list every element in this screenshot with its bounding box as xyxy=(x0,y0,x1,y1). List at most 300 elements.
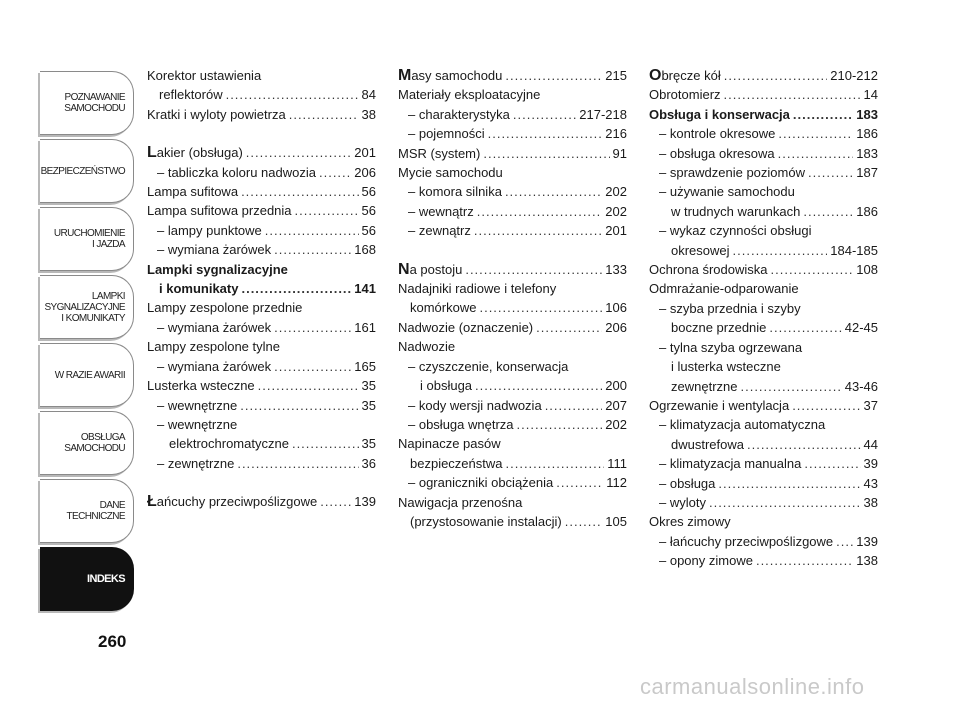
entry-text: reflektorów xyxy=(159,87,223,103)
dot-leader xyxy=(792,396,860,415)
index-column-2 xyxy=(398,66,627,531)
entry-text: dwustrefowa xyxy=(671,436,744,452)
index-entry[interactable] xyxy=(398,66,627,85)
entry-line xyxy=(398,66,627,85)
entry-line xyxy=(157,318,376,337)
tab-bezpieczenstwo[interactable]: BEZPIECZEŃSTWO xyxy=(40,139,134,203)
entry-text: – wyloty xyxy=(659,494,706,510)
entry-text: zewnętrzne xyxy=(671,378,738,394)
entry-text: – komora silnika xyxy=(408,184,502,200)
entry-line xyxy=(157,396,376,415)
initial-letter: N xyxy=(398,260,410,278)
initial-letter: M xyxy=(398,67,412,84)
entry-text: Materiały eksploatacyjne xyxy=(398,87,541,103)
entry-text: Odmrażanie-odparowanie xyxy=(649,281,799,297)
entry-line xyxy=(659,493,878,512)
dot-leader xyxy=(479,298,602,317)
index-subentry[interactable] xyxy=(147,396,376,415)
entry-page: 43 xyxy=(863,475,878,491)
letter-gap xyxy=(398,241,627,260)
entry-text: komórkowe xyxy=(410,300,477,316)
entry-line xyxy=(398,260,627,279)
entry-text: – łańcuchy przeciwpoślizgowe xyxy=(659,533,834,549)
entry-line xyxy=(659,474,878,493)
entry-text: bręcze kół xyxy=(661,68,721,83)
index-entry[interactable] xyxy=(147,492,376,511)
entry-text: MSR (system) xyxy=(398,145,481,161)
tab-dane-techniczne[interactable]: DANE TECHNICZNE xyxy=(40,479,134,543)
index-subentry[interactable] xyxy=(649,182,878,221)
entry-line xyxy=(659,377,878,396)
entry-text: – wymiana żarówek xyxy=(157,242,272,258)
dot-leader xyxy=(465,260,602,279)
entry-line xyxy=(408,221,627,240)
entry-line xyxy=(408,124,627,143)
entry-text: – wewnątrz xyxy=(408,203,474,219)
entry-text: – kontrole okresowe xyxy=(659,126,776,142)
initial-letter: O xyxy=(649,67,662,84)
entry-page: 38 xyxy=(863,494,878,510)
entry-page: 139 xyxy=(354,494,376,510)
entry-line xyxy=(659,202,878,221)
entry-line xyxy=(398,279,627,298)
entry-text: – obsługa wnętrza xyxy=(408,416,514,432)
index-entry[interactable] xyxy=(147,143,376,162)
index-subentry[interactable] xyxy=(649,144,878,163)
entry-text: Obrotomierz xyxy=(649,87,721,103)
entry-text: Nadajniki radiowe i telefony xyxy=(398,281,557,297)
index-entry[interactable] xyxy=(649,105,878,124)
index-subentry[interactable] xyxy=(398,105,627,124)
entry-text: – obsługa okresowa xyxy=(659,145,775,161)
dot-leader xyxy=(292,434,359,453)
entry-page: 206 xyxy=(605,319,627,335)
dot-leader xyxy=(274,357,351,376)
entry-text: Kratki i wyloty powietrza xyxy=(147,106,286,122)
entry-page: 183 xyxy=(856,106,878,122)
entry-page: 105 xyxy=(605,513,627,529)
entry-text: Korektor ustawienia xyxy=(147,68,262,83)
entry-text: i obsługa xyxy=(420,378,473,394)
index-subentry[interactable] xyxy=(649,124,878,143)
index-entry[interactable] xyxy=(649,85,878,104)
entry-page: 36 xyxy=(361,455,376,471)
entry-page: 207 xyxy=(605,397,627,413)
entry-line xyxy=(398,512,627,531)
entry-text: bezpieczeństwa xyxy=(410,455,503,471)
entry-text: Ogrzewanie i wentylacja xyxy=(649,397,790,413)
entry-line xyxy=(649,396,878,415)
entry-page: 187 xyxy=(856,165,878,181)
chapter-tabs xyxy=(40,71,134,615)
index-subentry[interactable] xyxy=(649,163,878,182)
index-entry[interactable] xyxy=(147,201,376,220)
entry-line xyxy=(398,85,627,104)
entry-line xyxy=(147,182,376,201)
entry-text: boczne przednie xyxy=(671,320,767,336)
entry-text: – wewnętrzne xyxy=(157,397,238,413)
index-subentry[interactable] xyxy=(398,357,627,396)
dot-leader xyxy=(513,105,576,124)
entry-text: – opony zimowe xyxy=(659,553,753,569)
entry-text: – wymiana żarówek xyxy=(157,358,272,374)
entry-line xyxy=(147,298,376,317)
index-subentry[interactable] xyxy=(398,221,627,240)
entry-line xyxy=(157,357,376,376)
index-entry[interactable] xyxy=(649,260,878,279)
entry-line xyxy=(147,85,376,104)
entry-line xyxy=(398,298,627,317)
index-entry[interactable] xyxy=(147,337,376,356)
entry-text: – czyszczenie, konserwacja xyxy=(408,358,569,374)
entry-line xyxy=(659,241,878,260)
entry-text: – klimatyzacja manualna xyxy=(659,456,802,472)
entry-text: Lampy zespolone przednie xyxy=(147,300,303,316)
index-subentry[interactable] xyxy=(649,338,878,396)
entry-line xyxy=(147,105,376,124)
entry-line xyxy=(408,415,627,434)
dot-leader xyxy=(241,279,351,298)
index-subentry[interactable] xyxy=(649,454,878,473)
dot-leader xyxy=(320,492,351,511)
index-entry[interactable] xyxy=(649,66,878,85)
entry-text: Nawigacja przenośna xyxy=(398,494,523,510)
entry-text: – wewnętrzne xyxy=(157,416,238,432)
entry-line xyxy=(408,473,627,492)
entry-page: 14 xyxy=(863,87,878,103)
entry-line xyxy=(157,454,376,473)
entry-line xyxy=(659,318,878,337)
entry-line xyxy=(398,144,627,163)
index-entry[interactable] xyxy=(649,396,878,415)
dot-leader xyxy=(240,396,358,415)
entry-text: Lampki sygnalizacyjne xyxy=(147,261,288,277)
index-entry[interactable] xyxy=(147,105,376,124)
index-entry[interactable] xyxy=(147,182,376,201)
index-subentry[interactable] xyxy=(147,454,376,473)
entry-page: 186 xyxy=(856,126,878,142)
entry-page: 141 xyxy=(354,281,376,297)
index-entry[interactable] xyxy=(398,260,627,279)
index-subentry[interactable] xyxy=(147,221,376,240)
entry-line xyxy=(659,435,878,454)
index-subentry[interactable] xyxy=(398,202,627,221)
entry-line xyxy=(659,532,878,551)
initial-letter: Ł xyxy=(147,493,157,511)
entry-text: – charakterystyka xyxy=(408,106,510,122)
index-subentry[interactable] xyxy=(398,182,627,201)
entry-page: 35 xyxy=(361,378,376,394)
index-subentry[interactable] xyxy=(147,240,376,259)
entry-text: – tylna szyba ogrzewana xyxy=(659,339,803,355)
entry-text: w trudnych warunkach xyxy=(671,203,801,219)
entry-text: asy samochodu xyxy=(411,68,503,83)
entry-text: – kody wersji nadwozia xyxy=(408,397,542,413)
dot-leader xyxy=(536,318,602,337)
index-entry[interactable] xyxy=(398,279,627,318)
entry-page: 43-46 xyxy=(844,378,878,394)
entry-line xyxy=(659,299,878,318)
index-entry[interactable] xyxy=(398,337,627,356)
page-number: 260 xyxy=(98,632,127,651)
dot-leader xyxy=(803,202,853,221)
entry-page: 168 xyxy=(354,242,376,258)
entry-text: i komunikaty xyxy=(159,281,239,297)
entry-page: 91 xyxy=(612,145,627,161)
index-subentry[interactable] xyxy=(649,221,878,260)
dot-leader xyxy=(836,532,853,551)
entry-text: Mycie samochodu xyxy=(398,165,503,181)
entry-text: – zewnętrzne xyxy=(157,455,235,471)
index-subentry[interactable] xyxy=(147,163,376,182)
entry-page: 201 xyxy=(354,145,376,161)
entry-page: 184-185 xyxy=(830,242,878,258)
index-subentry[interactable] xyxy=(398,124,627,143)
entry-page: 217-218 xyxy=(579,106,627,122)
index-entry[interactable] xyxy=(398,434,627,473)
dot-leader xyxy=(804,454,860,473)
dot-leader xyxy=(265,221,359,240)
dot-leader xyxy=(545,396,603,415)
entry-line xyxy=(157,240,376,259)
entry-page: 138 xyxy=(856,553,878,569)
entry-page: 200 xyxy=(605,378,627,394)
entry-line xyxy=(649,105,878,124)
entry-text: Okres zimowy xyxy=(649,514,731,530)
entry-text: Lusterka wsteczne xyxy=(147,378,255,394)
entry-text: – używanie samochodu xyxy=(659,184,795,200)
letter-gap xyxy=(147,124,376,143)
entry-line xyxy=(408,182,627,201)
index-entry[interactable] xyxy=(649,279,878,298)
entry-line xyxy=(659,221,878,240)
tab-lampki-sygnalizacyjne[interactable]: LAMPKI SYGNALIZACYJNE I KOMUNIKATY xyxy=(40,275,134,339)
entry-page: 112 xyxy=(606,475,627,491)
entry-line xyxy=(157,415,376,434)
entry-line xyxy=(659,551,878,570)
letter-gap xyxy=(147,473,376,492)
dot-leader xyxy=(769,318,841,337)
entry-line xyxy=(649,512,878,531)
entry-line xyxy=(408,376,627,395)
entry-text: ańcuchy przeciwpoślizgowe xyxy=(156,494,318,510)
dot-leader xyxy=(506,454,605,473)
watermark: carmanualsonline.info xyxy=(640,674,865,699)
tab-poznawanie-samochodu[interactable]: POZNAWANIE SAMOCHODU xyxy=(40,71,134,135)
index-subentry[interactable] xyxy=(147,318,376,337)
entry-page: 202 xyxy=(605,416,627,432)
entry-line xyxy=(157,221,376,240)
entry-line xyxy=(398,318,627,337)
dot-leader xyxy=(237,454,358,473)
entry-line xyxy=(147,201,376,220)
entry-page: 111 xyxy=(607,455,627,471)
dot-leader xyxy=(733,241,828,260)
entry-text: i lusterka wsteczne xyxy=(671,359,781,375)
entry-page: 206 xyxy=(354,164,376,180)
dot-leader xyxy=(756,551,853,570)
entry-line xyxy=(157,163,376,182)
entry-page: 210-212 xyxy=(830,68,878,83)
entry-page: 35 xyxy=(361,397,376,413)
entry-text: okresowej xyxy=(671,242,730,258)
entry-text: – lampy punktowe xyxy=(157,222,262,238)
index-subentry[interactable] xyxy=(649,415,878,454)
entry-page: 44 xyxy=(863,436,878,452)
index-entry[interactable] xyxy=(147,298,376,317)
dot-leader xyxy=(241,182,358,201)
dot-leader xyxy=(771,260,854,279)
dot-leader xyxy=(488,124,603,143)
tab-uruchomienie-i-jazda[interactable]: URUCHOMIENIE I JAZDA xyxy=(40,207,134,271)
entry-page: 133 xyxy=(605,261,627,277)
entry-line xyxy=(408,396,627,415)
index-entry[interactable] xyxy=(147,376,376,395)
entry-line xyxy=(147,260,376,279)
dot-leader xyxy=(517,415,603,434)
entry-text: – pojemności xyxy=(408,126,485,142)
entry-line xyxy=(147,66,376,85)
entry-line xyxy=(147,337,376,356)
index-subentry[interactable] xyxy=(649,493,878,512)
entry-line xyxy=(398,454,627,473)
index-entry[interactable] xyxy=(398,493,627,532)
entry-page: 183 xyxy=(856,145,878,161)
index-subentry[interactable] xyxy=(398,396,627,415)
index-subentry[interactable] xyxy=(147,415,376,454)
index-entry[interactable] xyxy=(398,144,627,163)
entry-line xyxy=(408,202,627,221)
dot-leader xyxy=(274,318,351,337)
entry-page: 202 xyxy=(605,184,627,200)
tab-obsluga-samochodu[interactable]: OBSŁUGA SAMOCHODU xyxy=(40,411,134,475)
dot-leader xyxy=(724,66,828,85)
entry-line xyxy=(659,163,878,182)
index-subentry[interactable] xyxy=(649,551,878,570)
initial-letter: L xyxy=(147,144,157,162)
entry-text: – klimatyzacja automatyczna xyxy=(659,417,826,433)
entry-page: 202 xyxy=(605,203,627,219)
dot-leader xyxy=(258,376,359,395)
entry-line xyxy=(398,163,627,182)
entry-text: elektrochromatyczne xyxy=(169,436,289,452)
entry-text: Nadwozie (oznaczenie) xyxy=(398,319,534,335)
entry-line xyxy=(659,144,878,163)
entry-text: – sprawdzenie poziomów xyxy=(659,165,805,181)
entry-line xyxy=(398,434,627,453)
entry-text: Ochrona środowiska xyxy=(649,262,768,278)
dot-leader xyxy=(289,105,359,124)
index-subentry[interactable] xyxy=(649,474,878,493)
entry-line xyxy=(659,454,878,473)
entry-line xyxy=(398,337,627,356)
index-entry[interactable] xyxy=(649,512,878,531)
entry-text: Lampa sufitowa przednia xyxy=(147,203,292,219)
entry-text: Napinacze pasów xyxy=(398,436,501,452)
dot-leader xyxy=(505,66,602,85)
entry-line xyxy=(147,279,376,298)
index-subentry[interactable] xyxy=(147,357,376,376)
index-subentry[interactable] xyxy=(649,299,878,338)
entry-page: 42-45 xyxy=(844,320,878,336)
entry-line xyxy=(659,415,878,434)
dot-leader xyxy=(556,473,603,492)
entry-page: 38 xyxy=(361,106,376,122)
index-column-3 xyxy=(649,66,878,571)
dot-leader xyxy=(778,124,853,143)
dot-leader xyxy=(808,163,853,182)
index-entry[interactable] xyxy=(147,260,376,299)
index-subentry[interactable] xyxy=(649,532,878,551)
index-subentry[interactable] xyxy=(398,473,627,492)
entry-page: 216 xyxy=(605,126,627,142)
entry-line xyxy=(157,434,376,453)
dot-leader xyxy=(724,85,861,104)
entry-line xyxy=(649,260,878,279)
entry-line xyxy=(408,105,627,124)
index-entry[interactable] xyxy=(147,66,376,105)
entry-page: 39 xyxy=(863,456,878,472)
entry-page: 56 xyxy=(361,222,376,238)
entry-page: 201 xyxy=(605,223,627,239)
entry-text: – tabliczka koloru nadwozia xyxy=(157,164,316,180)
index-entry[interactable] xyxy=(398,85,627,104)
entry-line xyxy=(408,357,627,376)
entry-text: – szyba przednia i szyby xyxy=(659,300,801,316)
entry-text: Lampa sufitowa xyxy=(147,184,239,200)
entry-text: akier (obsługa) xyxy=(156,145,243,161)
entry-text: – zewnątrz xyxy=(408,223,471,239)
dot-leader xyxy=(226,85,359,104)
entry-text: – ograniczniki obciążenia xyxy=(408,475,554,491)
dot-leader xyxy=(505,182,602,201)
dot-leader xyxy=(274,240,351,259)
dot-leader xyxy=(474,221,602,240)
dot-leader xyxy=(483,144,609,163)
entry-text: Nadwozie xyxy=(398,339,456,355)
tab-indeks[interactable]: INDEKS xyxy=(40,547,134,611)
dot-leader xyxy=(709,493,861,512)
entry-line xyxy=(147,143,376,162)
entry-line xyxy=(659,124,878,143)
entry-page: 215 xyxy=(605,68,627,83)
dot-leader xyxy=(295,201,359,220)
entry-line xyxy=(649,279,878,298)
entry-page: 56 xyxy=(361,184,376,200)
dot-leader xyxy=(778,144,854,163)
index-subentry[interactable] xyxy=(398,415,627,434)
entry-line xyxy=(649,66,878,85)
entry-line xyxy=(659,357,878,376)
dot-leader xyxy=(477,202,603,221)
index-entry[interactable] xyxy=(398,163,627,182)
entry-page: 37 xyxy=(863,397,878,413)
entry-text: – wymiana żarówek xyxy=(157,319,272,335)
entry-line xyxy=(147,376,376,395)
dot-leader xyxy=(740,377,841,396)
tab-w-razie-awarii[interactable]: W RAZIE AWARII xyxy=(40,343,134,407)
entry-line xyxy=(659,338,878,357)
entry-text: – obsługa xyxy=(659,475,716,491)
entry-text: – wykaz czynności obsługi xyxy=(659,223,812,239)
entry-page: 56 xyxy=(361,203,376,219)
entry-line xyxy=(398,493,627,512)
index-entry[interactable] xyxy=(398,318,627,337)
entry-line xyxy=(147,492,376,511)
entry-page: 84 xyxy=(361,87,376,103)
dot-leader xyxy=(793,105,853,124)
entry-text: (przystosowanie instalacji) xyxy=(410,513,562,529)
